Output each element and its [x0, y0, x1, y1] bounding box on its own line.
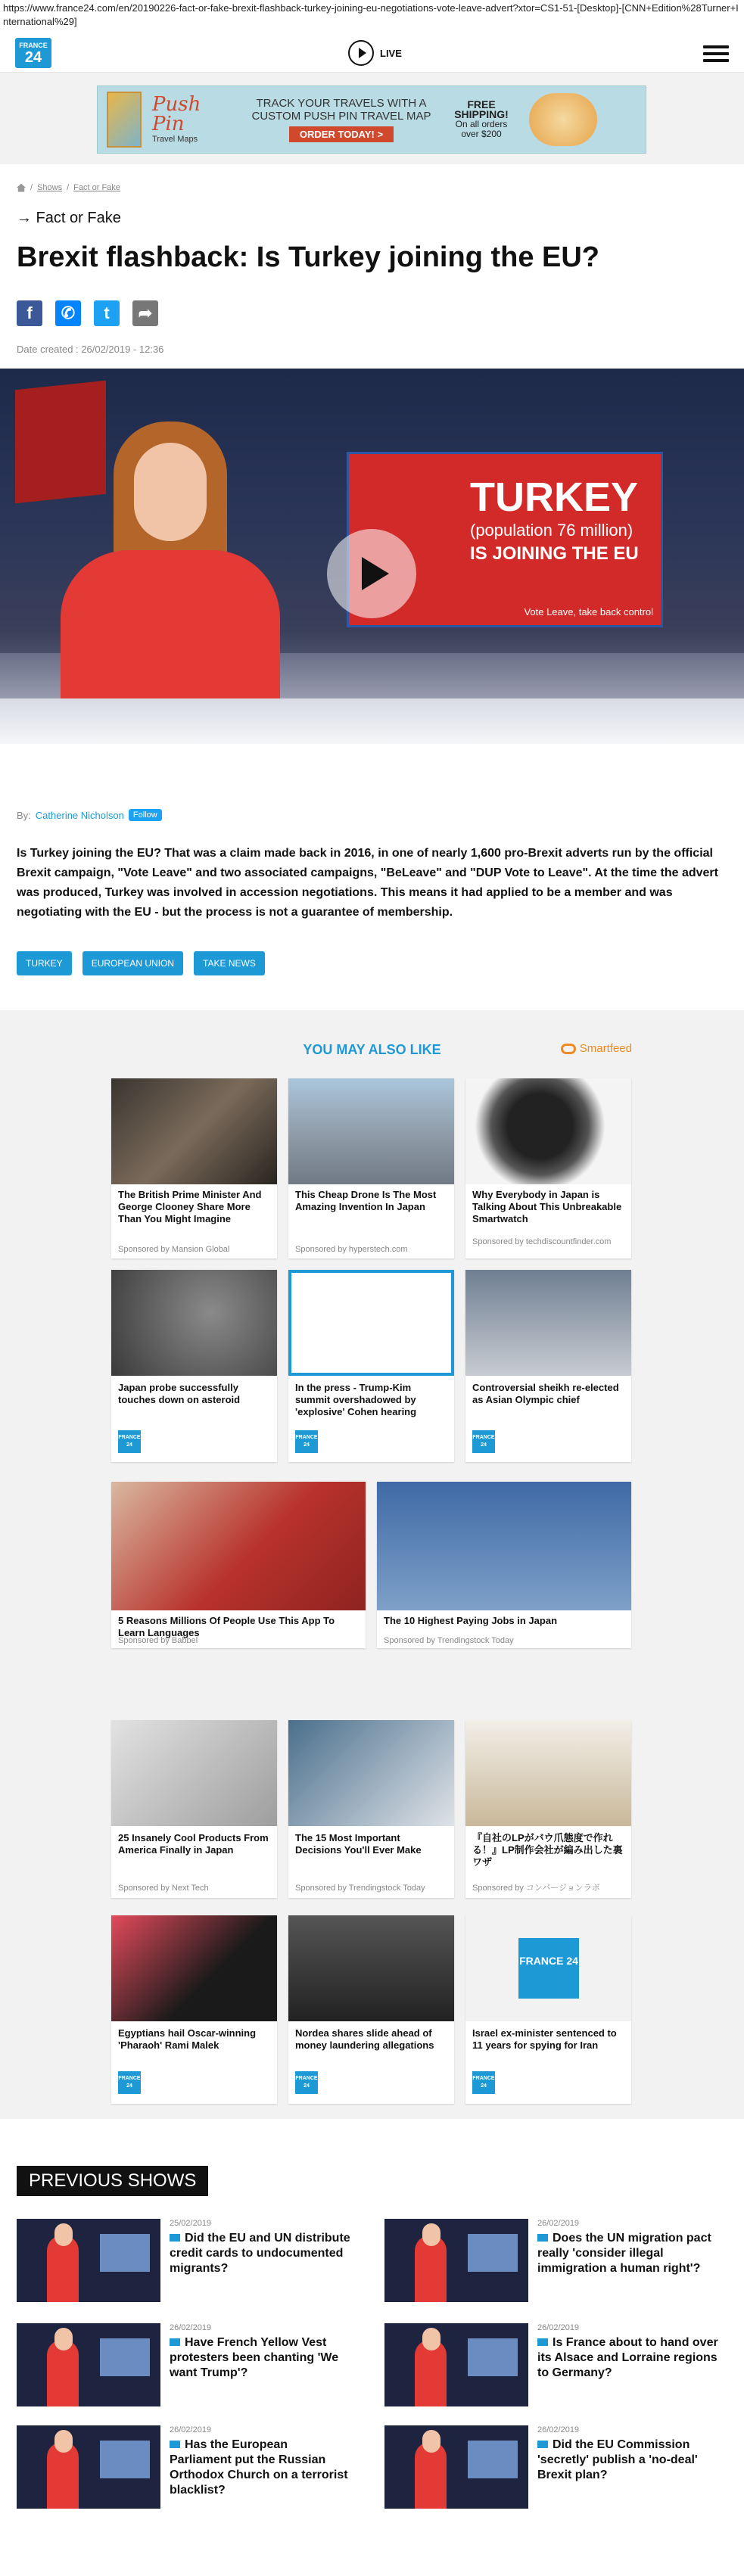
card-title: Japan probe successfully touches down on asteroid — [118, 1382, 241, 1405]
show-date: 25/02/2019 — [170, 2219, 212, 2228]
show-date: 26/02/2019 — [537, 2219, 580, 2228]
card-sponsor: Sponsored by hyperstech.com — [295, 1245, 408, 1254]
play-circle-icon — [348, 40, 374, 66]
ad-headline: TRACK YOUR TRAVELS WITH A CUSTOM PUSH PIN TRAVEL MAP — [251, 97, 431, 123]
show-date: 26/02/2019 — [537, 2425, 580, 2434]
card-sponsor: Sponsored by Trendingstock Today — [384, 1636, 514, 1645]
card-title: 5 Reasons Millions Of People Use This App To Learn Languages — [118, 1615, 335, 1638]
show-thumbnail — [17, 2425, 160, 2509]
card-image — [465, 1270, 631, 1376]
logo-text-bottom: 24 — [24, 49, 42, 66]
ad-banner-area — [0, 73, 744, 164]
show-category-link[interactable]: → Fact or Fake — [17, 210, 121, 226]
map-image — [107, 92, 142, 148]
recommendation-card[interactable] — [111, 1720, 277, 1898]
video-play-button[interactable] — [327, 529, 416, 618]
card-sponsor: Sponsored by Mansion Global — [118, 1245, 230, 1254]
show-title: Is France about to hand over its Alsace and Lorraine regions to Germany? — [537, 2336, 718, 2379]
card-title: The 15 Most Important Decisions You'll Ever Make — [295, 1832, 422, 1856]
card-image — [288, 1078, 454, 1184]
card-image — [377, 1482, 631, 1610]
card-title: Why Everybody in Japan is Talking About This Unbreakable Smartwatch — [472, 1189, 622, 1224]
logo-text-top: FRANCE — [19, 42, 48, 49]
card-title: This Cheap Drone Is The Most Amazing Invention In Japan — [295, 1189, 437, 1212]
page-title: Brexit flashback: Is Turkey joining the EU? — [17, 241, 600, 273]
card-image — [465, 1915, 631, 2021]
france24-logo[interactable] — [15, 38, 51, 68]
card-title: Nordea shares slide ahead of money laundering allegations — [295, 2027, 434, 2051]
card-image — [465, 1078, 631, 1184]
hamburger-menu-icon[interactable] — [703, 45, 729, 62]
previous-show-item[interactable] — [17, 2425, 357, 2509]
previous-show-item[interactable] — [384, 2219, 725, 2302]
previous-shows — [0, 2119, 744, 2576]
show-date: 26/02/2019 — [170, 2323, 212, 2332]
show-thumbnail — [384, 2323, 528, 2406]
live-button[interactable] — [348, 39, 402, 67]
card-sponsor: Sponsored by コンバージョンラボ — [472, 1884, 600, 1893]
tag-take-news[interactable]: TAKE NEWS — [194, 951, 265, 975]
panel-population: (population 76 million) — [470, 521, 633, 540]
card-image — [111, 1078, 277, 1184]
recommendation-card[interactable] — [465, 1270, 631, 1462]
recommendation-card[interactable] — [465, 1915, 631, 2104]
byline — [17, 809, 162, 821]
show-title: Did the EU and UN distribute credit cards to undocumented migrants? — [170, 2232, 350, 2275]
twitter-share-icon[interactable]: t — [94, 300, 120, 326]
recommendations-heading: YOU MAY ALSO LIKE — [303, 1042, 441, 1057]
show-title: Has the European Parliament put the Russian Orthodox Church on a terrorist blacklist? — [170, 2438, 351, 2498]
previous-show-item[interactable] — [384, 2425, 725, 2509]
card-image — [111, 1270, 277, 1376]
show-thumbnail — [384, 2219, 528, 2302]
recommendation-card[interactable] — [288, 1720, 454, 1898]
card-image — [111, 1482, 366, 1610]
previous-shows-heading: PREVIOUS SHOWS — [17, 2166, 208, 2196]
recommendation-card[interactable] — [288, 1270, 454, 1462]
author-link[interactable]: Catherine Nicholson — [35, 809, 124, 821]
card-image — [111, 1915, 277, 2021]
address-bar[interactable]: https://www.france24.com/en/20190226-fact-or-fake-brexit-flashback-turkey-joining-eu-negotiations-vote-leave-advert?xtor=CS1-51-[Desktop]-[CNN+Edition%28Turner+International%29] — [0, 0, 744, 33]
france24-badge-icon: FRANCE 24 — [118, 2071, 141, 2094]
panel-footer: Vote Leave, take back control — [524, 606, 653, 618]
show-thumbnail — [17, 2219, 160, 2302]
recommendations — [0, 1010, 744, 2119]
previous-show-item[interactable] — [17, 2323, 357, 2406]
card-sponsor: Sponsored by Trendingstock Today — [295, 1884, 425, 1893]
france24-logo-icon: FRANCE 24 — [518, 1938, 579, 1999]
article-body: Is Turkey joining the EU? That was a claim made back in 2016, in one of nearly 1,600 pro-Brexit adverts run by the official Brexit campaign, "Vote Leave" and two associated campaigns, "BeLeave" and "DUP Vote to Leave". At the time the advert was produced, Turkey was involved in accession negotiations. This means it had applied to be a member and was negotiating with the EU - but the process is not a guarantee of membership. — [17, 847, 718, 919]
twitter-follow-button[interactable]: Follow — [129, 809, 162, 821]
france24-badge-icon: FRANCE 24 — [472, 1430, 495, 1453]
ad-banner[interactable] — [97, 86, 646, 154]
france24-badge-icon: FRANCE 24 — [472, 2071, 495, 2094]
presenter — [45, 422, 295, 744]
smartfeed-logo[interactable]: Smartfeed — [561, 1042, 632, 1055]
site-header — [0, 33, 744, 73]
date-created: Date created : 26/02/2019 - 12:36 — [17, 344, 164, 355]
show-thumbnail — [384, 2425, 528, 2509]
recommendation-card[interactable] — [111, 1078, 277, 1258]
show-title: Did the EU Commission 'secretly' publish a 'no-deal' Brexit plan? — [537, 2438, 719, 2483]
card-title: Controversial sheikh re-elected as Asian Olympic chief — [472, 1382, 619, 1405]
france24-badge-icon: FRANCE 24 — [295, 1430, 318, 1453]
tag-turkey[interactable]: TURKEY — [17, 951, 72, 975]
facebook-share-icon[interactable]: f — [17, 300, 42, 326]
france24-badge-icon: FRANCE 24 — [118, 1430, 141, 1453]
show-title: Does the UN migration pact really 'consider illegal immigration a human right'? — [537, 2231, 719, 2276]
card-title: Israel ex-minister sentenced to 11 years for spying for Iran — [472, 2027, 617, 2051]
card-image — [288, 1915, 454, 2021]
panel-join: IS JOINING THE EU — [470, 543, 639, 564]
card-title: In the press - Trump-Kim summit overshadowed by 'explosive' Cohen hearing — [295, 1382, 417, 1417]
show-date: 26/02/2019 — [170, 2425, 212, 2434]
previous-show-item[interactable] — [17, 2219, 357, 2302]
tag-list — [17, 951, 265, 975]
france24-badge-icon: FRANCE 24 — [295, 2071, 318, 2094]
recommendation-card[interactable] — [288, 1915, 454, 2104]
card-sponsor: Sponsored by Babbel — [118, 1636, 198, 1645]
smartfeed-icon — [561, 1044, 576, 1054]
recommendation-card[interactable] — [465, 1720, 631, 1898]
card-image — [288, 1720, 454, 1826]
recommendation-card[interactable] — [111, 1915, 277, 2104]
home-icon[interactable] — [17, 184, 26, 192]
show-thumbnail — [17, 2323, 160, 2406]
studio-desk — [0, 698, 744, 744]
card-title: 25 Insanely Cool Products From America Finally in Japan — [118, 1832, 269, 1856]
share-arrow-icon[interactable]: ➦ — [132, 300, 158, 326]
recommendation-card[interactable] — [288, 1078, 454, 1258]
recommendation-card[interactable] — [465, 1078, 631, 1258]
breadcrumb: / Shows / Fact or Fake — [17, 183, 120, 192]
live-label: LIVE — [380, 47, 402, 59]
card-title: 『自社のLPがバウ爪態度で作れる！』LP制作会社が編み出した裏ワザ — [472, 1832, 623, 1868]
share-bar — [17, 300, 158, 326]
ad-shipping: FREE SHIPPING! On all orders over $200 — [454, 98, 509, 139]
article — [0, 164, 744, 1010]
card-image — [465, 1720, 631, 1826]
show-date: 26/02/2019 — [537, 2323, 580, 2332]
breadcrumb-shows[interactable]: Shows — [37, 183, 63, 192]
panel-title: TURKEY — [470, 474, 639, 520]
previous-show-item[interactable] — [384, 2323, 725, 2406]
byline-prefix: By: — [17, 809, 31, 821]
ad-brand: Push Pin Travel Maps — [152, 93, 201, 144]
show-title: Have French Yellow Vest protesters been chanting 'We want Trump'? — [170, 2335, 351, 2381]
ad-order-button[interactable]: ORDER TODAY! > — [289, 126, 394, 142]
card-sponsor: Sponsored by techdiscountfinder.com — [472, 1237, 612, 1246]
recommendation-card[interactable] — [377, 1482, 631, 1648]
breadcrumb-fact-or-fake[interactable]: Fact or Fake — [73, 183, 120, 192]
play-icon — [362, 557, 389, 590]
card-sponsor: Sponsored by Next Tech — [118, 1884, 209, 1893]
card-title: The British Prime Minister And George Clooney Share More Than You Might Imagine — [118, 1189, 262, 1224]
video-player[interactable] — [0, 369, 744, 744]
tag-european-union[interactable]: EUROPEAN UNION — [82, 951, 183, 975]
card-title: Egyptians hail Oscar-winning 'Pharaoh' Rami Malek — [118, 2027, 257, 2051]
card-image — [111, 1720, 277, 1826]
recommendation-card[interactable] — [111, 1482, 366, 1648]
card-title: The 10 Highest Paying Jobs in Japan — [384, 1615, 558, 1626]
card-image — [288, 1270, 454, 1376]
messenger-share-icon[interactable]: ✆ — [55, 300, 81, 326]
globe-image — [529, 93, 597, 146]
recommendation-card[interactable] — [111, 1270, 277, 1462]
